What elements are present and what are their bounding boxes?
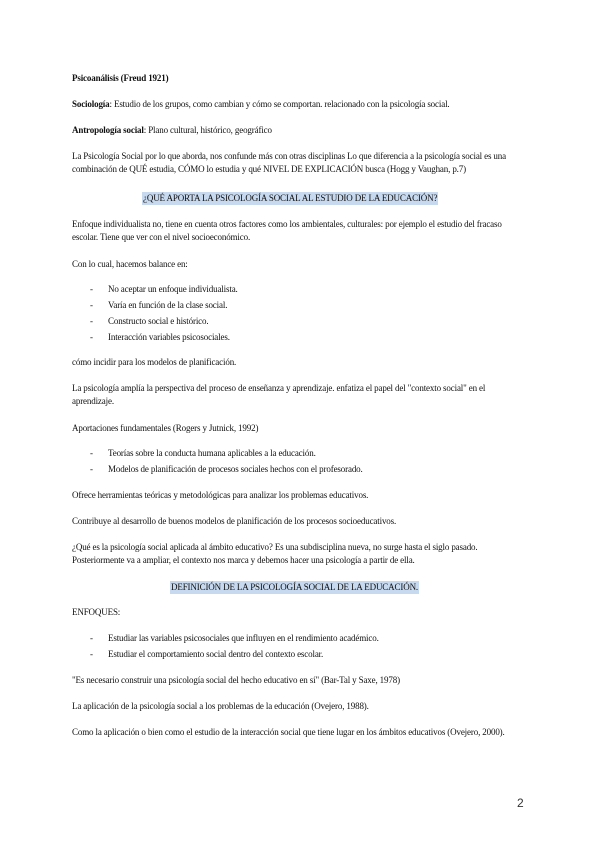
- section-heading-aporta: ¿QUÉ APORTA LA PSICOLOGÍA SOCIAL AL ESTUDIO DE LA EDUCACIÓN?: [143, 193, 438, 203]
- text-sociologia: : Estudio de los grupos, como cambian y cómo se comportan. relacionado con la psicología social.: [109, 99, 450, 109]
- section-heading-definicion: DEFINICIÓN DE LA PSICOLOGÍA SOCIAL DE LA EDUCACIÓN.: [171, 582, 419, 592]
- label-sociologia: Sociología: [72, 99, 110, 109]
- label-antropologia: Antropología social: [72, 125, 144, 135]
- paragraph-9: ¿Qué es la psicología social aplicada al ámbito educativo? Es una subdisciplina nueva, no surge hasta el siglo pasado. Posteriormente va a ampliar, el contexto nos marca y debemos hacer una psicología a partir de ella.: [72, 542, 478, 565]
- list-item: - No aceptar un enfoque individualista.: [90, 284, 238, 294]
- paragraph-13: Como la aplicación o bien como el estudio de la interacción social que tiene lugar en los ámbitos educativos (Ovejero, 2000).: [72, 727, 505, 737]
- paragraph-1: La Psicología Social por lo que aborda, nos confunde más con otras disciplinas Lo que diferencia a la psicología social es una combinación de QUÉ estudia, CÓMO lo estudia y qué NIVEL DE EXPLICACIÓN busca (Hogg y Vaughan, p.7): [72, 151, 506, 174]
- line-sociologia: [72, 98, 450, 111]
- list-item: - Estudiar el comportamiento social dentro del contexto escolar.: [90, 649, 324, 659]
- list-item: - Interacción variables psicosociales.: [90, 332, 230, 342]
- paragraph-5: La psicología amplía la perspectiva del proceso de enseñanza y aprendizaje. enfatiza el papel del "contexto social" en el aprendizaje.: [72, 383, 486, 406]
- paragraph-8: Contribuye al desarrollo de buenos modelos de planificación de los procesos socioeducativos.: [72, 516, 397, 526]
- line-antropologia: [72, 124, 272, 137]
- paragraph-7: Ofrece herramientas teóricas y metodológicas para analizar los problemas educativos.: [72, 490, 369, 500]
- text-antropologia: : Plano cultural, histórico, geográfico: [143, 125, 272, 135]
- paragraph-6: Aportaciones fundamentales (Rogers y Jutnick, 1992): [72, 423, 259, 433]
- paragraph-2: Enfoque individualista no, tiene en cuenta otros factores como los ambientales, culturales: por ejemplo el estudio del fracaso escolar. Tiene que ver con el nivel socioeconómico.: [72, 219, 502, 242]
- list-item: - Constructo social e histórico.: [90, 316, 209, 326]
- paragraph-3: Con lo cual, hacemos balance en:: [72, 259, 188, 269]
- list-item: - Varía en función de la clase social.: [90, 300, 228, 310]
- list-item: - Modelos de planificación de procesos sociales hechos con el profesorado.: [90, 464, 363, 474]
- paragraph-4: cómo incidir para los modelos de planificación.: [72, 357, 237, 367]
- paragraph-12: La aplicación de la psicología social a los problemas de la educación (Ovejero, 1988).: [72, 701, 369, 711]
- list-item: - Estudiar las variables psicosociales que influyen en el rendimiento académico.: [90, 633, 379, 643]
- quote-bar-tal: "Es necesario construir una psicología social del hecho educativo en sí" (Bar-Tal y Saxe, 1978): [72, 675, 400, 685]
- list-item: - Teorías sobre la conducta humana aplicables a la educación.: [90, 448, 316, 458]
- paragraph-enfoques: ENFOQUES:: [72, 607, 121, 617]
- page-number: 2: [517, 796, 524, 810]
- heading-psicoanalisis: Psicoanálisis (Freud 1921): [72, 73, 169, 83]
